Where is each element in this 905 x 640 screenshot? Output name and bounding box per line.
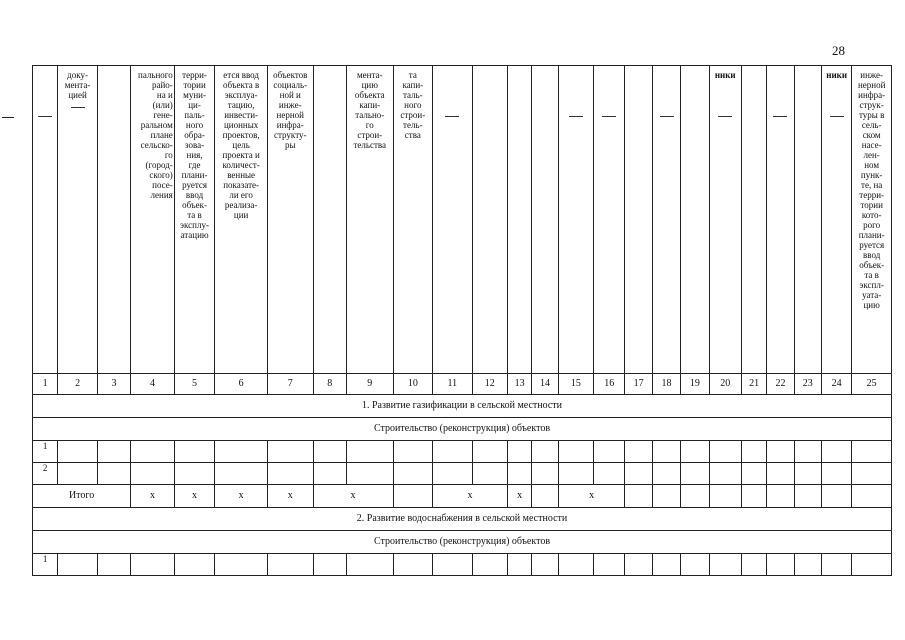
section-row-gasification (33, 395, 892, 418)
column-number: 8 (313, 374, 346, 395)
column-number: 1 (33, 374, 58, 395)
column-number: 24 (821, 374, 851, 395)
section-title: 1. Развитие газификации в сельской местности (33, 395, 892, 418)
section-title: 2. Развитие водоснабжения в сельской местности (33, 508, 892, 531)
column-number: 19 (681, 374, 709, 395)
column-number: 2 (58, 374, 98, 395)
column-number: 17 (625, 374, 652, 395)
row-number: 2 (33, 463, 58, 485)
column-number: 12 (472, 374, 507, 395)
column-number: 7 (267, 374, 313, 395)
x-mark: х (174, 485, 215, 508)
header-cell-22 (767, 66, 794, 374)
header-cell-2: доку- мента- цией (58, 66, 98, 374)
page-number: 28 (832, 43, 845, 58)
header-cell-24: ники (821, 66, 851, 374)
header-cell-3 (97, 66, 130, 374)
header-cell-21 (741, 66, 766, 374)
column-number: 3 (97, 374, 130, 395)
header-cell-20: ники (709, 66, 741, 374)
header-row (33, 66, 892, 374)
header-cell-6: ется ввод объекта в эксплуа- тацию, инвести- ционных проектов, цель проекта и количест- венные показате- ли его реализа- ции (215, 66, 268, 374)
header-cell-23 (794, 66, 821, 374)
header-cell-19 (681, 66, 709, 374)
subsection-title: Строительство (реконструкция) объектов (33, 418, 892, 441)
header-cell-8 (313, 66, 346, 374)
column-number: 10 (393, 374, 433, 395)
header-cell-17 (625, 66, 652, 374)
header-cell-7: объектов социаль- ной и инже- нерной инфра- структу- ры (267, 66, 313, 374)
column-number: 4 (131, 374, 175, 395)
column-number: 21 (741, 374, 766, 395)
header-cell-18 (652, 66, 680, 374)
column-number: 18 (652, 374, 680, 395)
subsection-title: Строительство (реконструкция) объектов (33, 531, 892, 554)
header-cell-4: пального райо- на и (или) гене- ральном плане сельско- го (город- ского) посе- ления (131, 66, 175, 374)
subsection-row (33, 531, 892, 554)
x-mark: х (215, 485, 268, 508)
column-number: 20 (709, 374, 741, 395)
table-row (33, 463, 892, 485)
header-cell-15 (558, 66, 593, 374)
row-number: 1 (33, 554, 58, 576)
header-cell-5: терри- тории муни- ци- паль- ного обра- зова- ния, где плани- руется ввод объек- та в эксплу- атацию (174, 66, 215, 374)
header-cell-1 (33, 66, 58, 374)
column-number: 16 (594, 374, 625, 395)
x-mark: х (558, 485, 625, 508)
header-cell-16 (594, 66, 625, 374)
subsection-row (33, 418, 892, 441)
section-row-water-supply (33, 508, 892, 531)
column-number: 5 (174, 374, 215, 395)
column-number: 13 (508, 374, 532, 395)
column-number: 9 (346, 374, 393, 395)
margin-dash (2, 117, 14, 118)
program-table (32, 65, 892, 576)
header-cell-14 (532, 66, 558, 374)
x-mark: х (267, 485, 313, 508)
header-cell-13 (508, 66, 532, 374)
x-mark: х (313, 485, 393, 508)
x-mark: х (508, 485, 532, 508)
column-number: 23 (794, 374, 821, 395)
column-number-row (33, 374, 892, 395)
x-mark: х (433, 485, 508, 508)
header-cell-9: мента- цию объекта капи- тально- го строи- тельства (346, 66, 393, 374)
header-cell-12 (472, 66, 507, 374)
column-number: 15 (558, 374, 593, 395)
table-row (33, 441, 892, 463)
column-number: 11 (433, 374, 473, 395)
total-label: Итого (33, 485, 131, 508)
column-number: 6 (215, 374, 268, 395)
row-number: 1 (33, 441, 58, 463)
header-cell-25: инже- нерной инфра- струк- туры в сель- ском насе- лен- ном пунк- те, на терри- тории кото- рого плани- руется ввод объек- та в экспл- уата- цию (852, 66, 892, 374)
table-row (33, 554, 892, 576)
column-number: 25 (852, 374, 892, 395)
header-cell-11 (433, 66, 473, 374)
column-number: 14 (532, 374, 558, 395)
column-number: 22 (767, 374, 794, 395)
total-row (33, 485, 892, 508)
header-cell-10: та капи- таль- ного строи- тель- ства (393, 66, 433, 374)
x-mark: х (131, 485, 175, 508)
